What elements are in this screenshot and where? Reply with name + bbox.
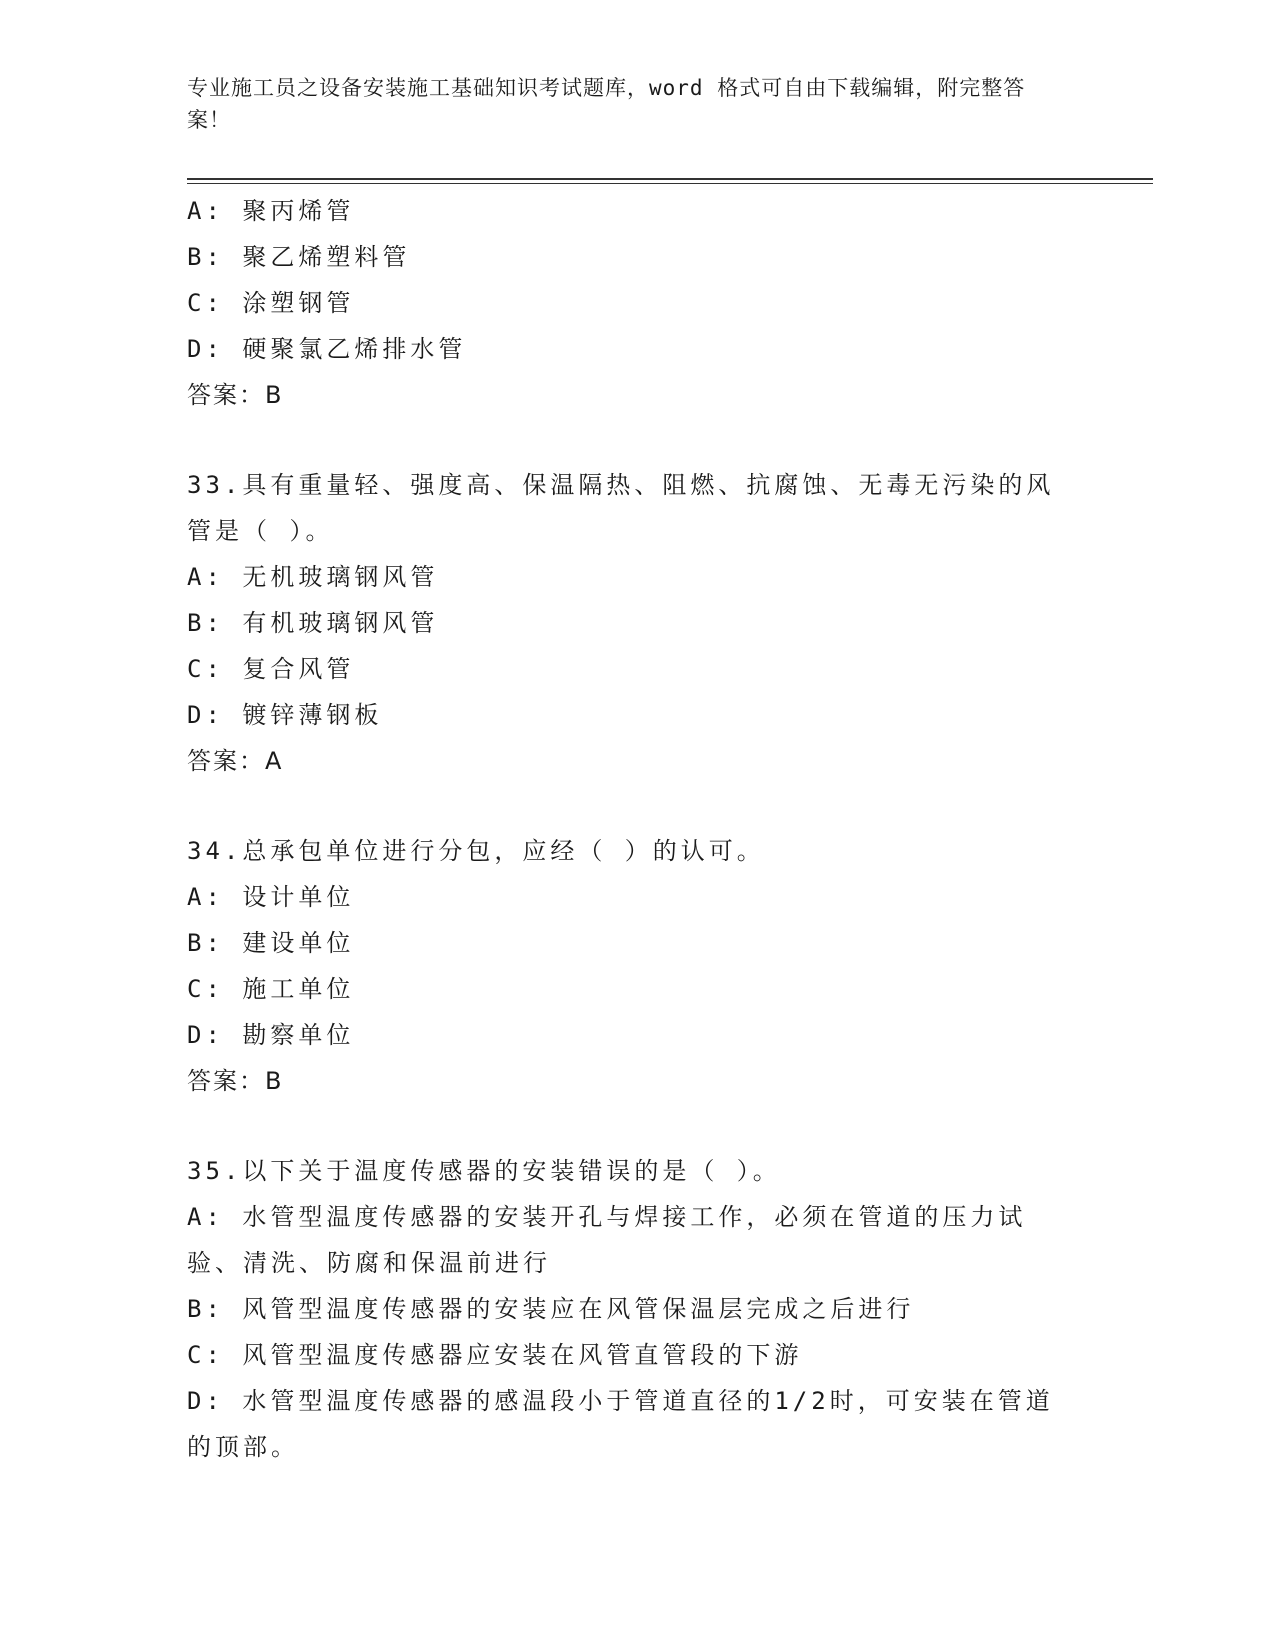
option-b: B: 有机玻璃钢风管: [187, 609, 439, 637]
answer: 答案：B: [187, 1067, 284, 1095]
spacer: [187, 784, 1087, 828]
option-c: C: 施工单位: [187, 975, 355, 1003]
question-list: [187, 188, 1087, 1470]
spacer: [187, 418, 1087, 462]
question-32-continued: [187, 188, 1087, 418]
question-stem: 33.具有重量轻、强度高、保温隔热、阻燃、抗腐蚀、无毒无污染的风管是（ ）。: [187, 471, 1055, 545]
question-stem: 35.以下关于温度传感器的安装错误的是（ ）。: [187, 1157, 781, 1185]
option-d: D: 水管型温度传感器的感温段小于管道直径的1/2时，可安装在管道的顶部。: [187, 1387, 1054, 1461]
option-d: D: 勘察单位: [187, 1021, 355, 1049]
question-stem: 34.总承包单位进行分包，应经（ ）的认可。: [187, 837, 765, 865]
question-33: [187, 462, 1087, 784]
question-35: [187, 1148, 1087, 1470]
option-b: B: 风管型温度传感器的安装应在风管保温层完成之后进行: [187, 1295, 915, 1323]
option-d: D: 镀锌薄钢板: [187, 701, 383, 729]
spacer: [187, 1104, 1087, 1148]
option-c: C: 风管型温度传感器应安装在风管直管段的下游: [187, 1341, 803, 1369]
option-b: B: 聚乙烯塑料管: [187, 243, 411, 271]
answer: 答案：B: [187, 381, 284, 409]
option-c: C: 复合风管: [187, 655, 355, 683]
option-a: A: 无机玻璃钢风管: [187, 563, 439, 591]
option-a: A: 设计单位: [187, 883, 355, 911]
header-rule-thick: [187, 178, 1153, 180]
document-header: 专业施工员之设备安装施工基础知识考试题库，word 格式可自由下载编辑，附完整答案！: [187, 76, 1026, 132]
option-c: C: 涂塑钢管: [187, 289, 355, 317]
option-d: D: 硬聚氯乙烯排水管: [187, 335, 467, 363]
option-b: B: 建设单位: [187, 929, 355, 957]
header-rule-thin: [187, 183, 1153, 184]
answer: 答案：A: [187, 747, 284, 775]
question-34: [187, 828, 1087, 1104]
option-a: A: 聚丙烯管: [187, 197, 355, 225]
option-a: A: 水管型温度传感器的安装开孔与焊接工作，必须在管道的压力试验、清洗、防腐和保温前进行: [187, 1203, 1027, 1277]
